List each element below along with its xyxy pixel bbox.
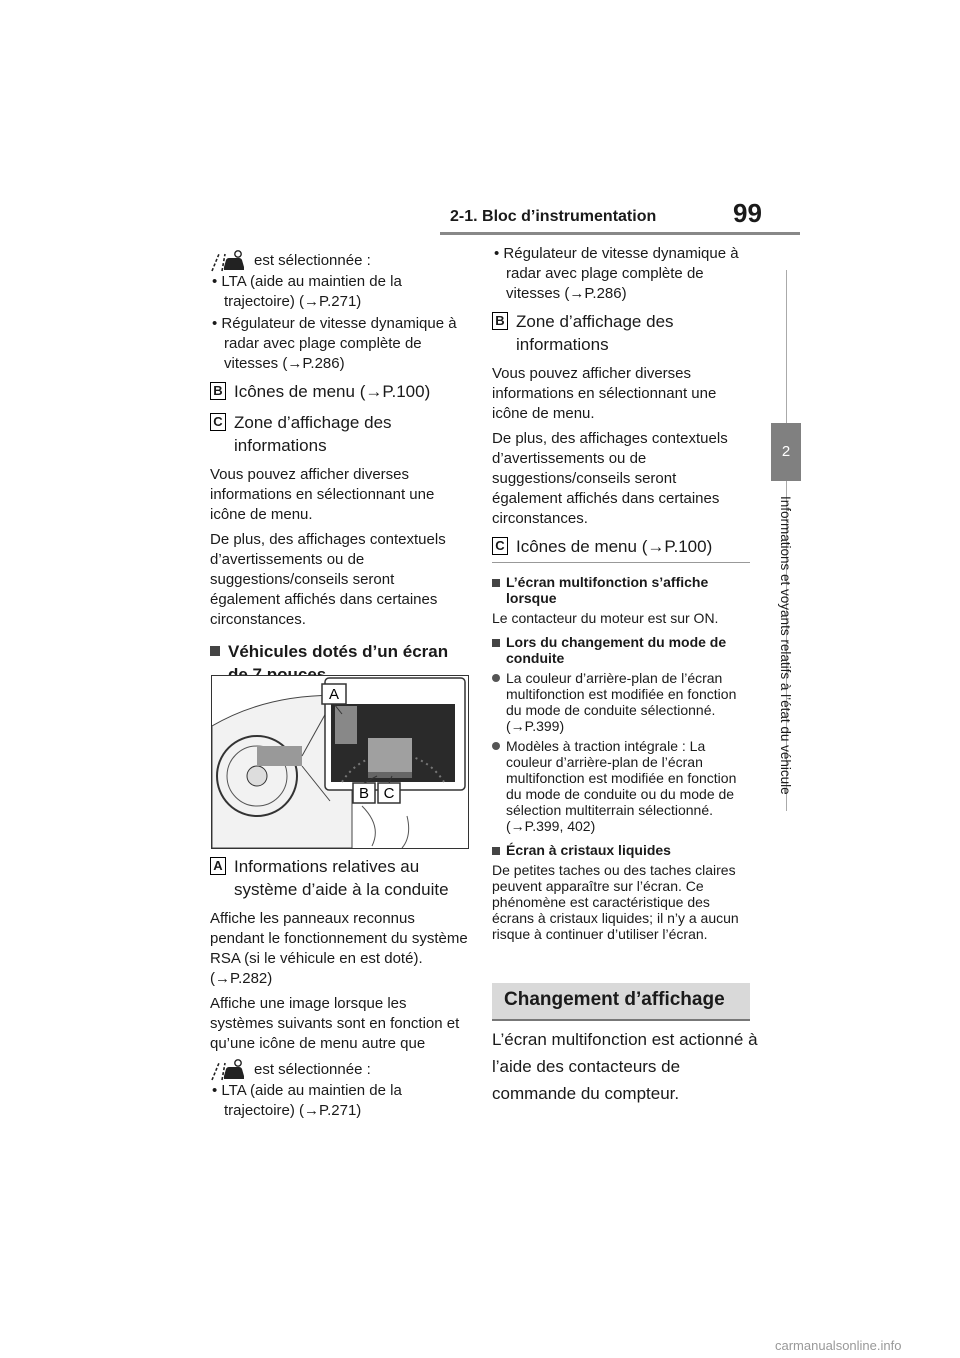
right-column [492, 244, 750, 566]
selection-line [210, 250, 468, 272]
callout-b [492, 310, 750, 356]
callout-badge: C [210, 413, 226, 431]
side-rule [786, 270, 787, 423]
selection-text: est sélectionnée : [254, 1061, 371, 1078]
dashboard-figure [211, 675, 469, 849]
chapter-tab: 2 [771, 423, 801, 481]
paragraph: Vous pouvez afficher diverses informations en sélectionnant une icône de menu. [492, 365, 717, 422]
note-heading [492, 634, 750, 666]
selection-line [210, 1059, 468, 1081]
callout-text: Icônes de menu (→P.100) [234, 382, 431, 401]
paragraph: Affiche les panneaux reconnus pendant le fonctionnement du système RSA (si le véhicule en est doté). (→P.282) [210, 910, 468, 987]
selection-text: est sélectionnée : [254, 252, 371, 269]
right-notes [492, 566, 750, 942]
callout-text: Icônes de menu (→P.100) [516, 537, 713, 556]
note-text: Le contacteur du moteur est sur ON. [492, 610, 719, 626]
circle-bullet-icon [492, 674, 500, 682]
note-heading [492, 842, 750, 858]
heading-text: Véhicules dotés d’un écran [228, 642, 449, 661]
paragraph: Vous pouvez afficher diverses informations en sélectionnant une icône de menu. [210, 466, 435, 523]
divider [492, 562, 750, 563]
square-bullet-icon [492, 579, 500, 587]
dot-item-text: La couleur d’arrière-plan de l’écran multifonction est modifiée en fonction du mode de conduite sélectionné. (→P.399) [506, 670, 737, 734]
lane-assist-car-icon [210, 250, 248, 272]
square-bullet-icon [210, 646, 220, 656]
circle-bullet-icon [492, 742, 500, 750]
callout-a [210, 855, 468, 901]
figure-label-b: B [358, 785, 370, 802]
left-column-lower [210, 855, 468, 1123]
callout-badge: B [210, 382, 226, 400]
callout-badge: C [492, 537, 508, 555]
left-column [210, 250, 468, 694]
list-item: • LTA (aide au maintien de la trajectoire) (→P.271) [212, 273, 402, 310]
section-title-box [492, 983, 750, 1021]
page-number: 99 [733, 198, 762, 228]
header-rule [440, 232, 800, 235]
dashboard-illustration [212, 676, 468, 848]
square-bullet-icon [492, 847, 500, 855]
note-heading [492, 574, 750, 606]
lane-assist-car-icon [210, 1059, 248, 1081]
callout-b [210, 380, 468, 403]
callout-badge: B [492, 312, 508, 330]
note-heading-text: L’écran multifonction s’affiche lorsque [506, 574, 709, 606]
chapter-title: Informations et voyants relatifs à l’état du véhicule [778, 496, 793, 795]
callout-text: Zone d’affichage des informations [516, 312, 674, 354]
paragraph: De plus, des affichages contextuels d’avertissements ou de suggestions/conseils seront également affichés dans certaines circonstances. [210, 531, 446, 628]
callout-badge: A [210, 857, 226, 875]
paragraph: De plus, des affichages contextuels d’avertissements ou de suggestions/conseils seront également affichés dans certaines circonstances. [492, 430, 728, 527]
callout-text: Zone d’affichage des informations [234, 413, 392, 455]
callout-text: Informations relatives au système d’aide à la conduite [234, 857, 449, 899]
figure-label-a: A [328, 686, 340, 703]
dot-item [492, 670, 750, 734]
list-item: • Régulateur de vitesse dynamique à radar avec plage complète de vitesses (→P.286) [494, 245, 739, 302]
section-text: L’écran multifonction est actionné à l’aide des contacteurs de commande du compteur. [492, 1030, 758, 1103]
note-heading-text: Écran à cristaux liquides [506, 842, 671, 858]
square-bullet-icon [492, 639, 500, 647]
note-text: De petites taches ou des taches claires peuvent apparaître sur l’écran. Ce phénomène est caractéristique des écrans à cristaux liquides; il n’y a aucun risque à continuer d’utiliser l’écran. [492, 862, 739, 942]
footer-watermark: carmanualsonline.info [775, 1338, 902, 1353]
section-header: 2-1. Bloc d’instrumentation [450, 208, 657, 225]
callout-c [210, 411, 468, 457]
figure-label-c: C [383, 785, 395, 802]
list-item: • Régulateur de vitesse dynamique à radar avec plage complète de vitesses (→P.286) [212, 315, 457, 372]
section-title: Changement d’affichage [504, 989, 725, 1010]
callout-c [492, 535, 750, 558]
dot-item-text: Modèles à traction intégrale : La couleur d’arrière-plan de l’écran multifonction est modifiée en fonction du mode de conduite ou du mode de sélection multiterrain sélectionné. (→P.399, 402) [506, 738, 737, 834]
dot-item [492, 738, 750, 834]
paragraph: Affiche une image lorsque les systèmes suivants sont en fonction et qu’une icône de menu autre que [210, 995, 460, 1052]
note-heading-text: Lors du changement du mode de conduite [506, 634, 727, 666]
list-item: • LTA (aide au maintien de la trajectoire) (→P.271) [212, 1082, 402, 1119]
